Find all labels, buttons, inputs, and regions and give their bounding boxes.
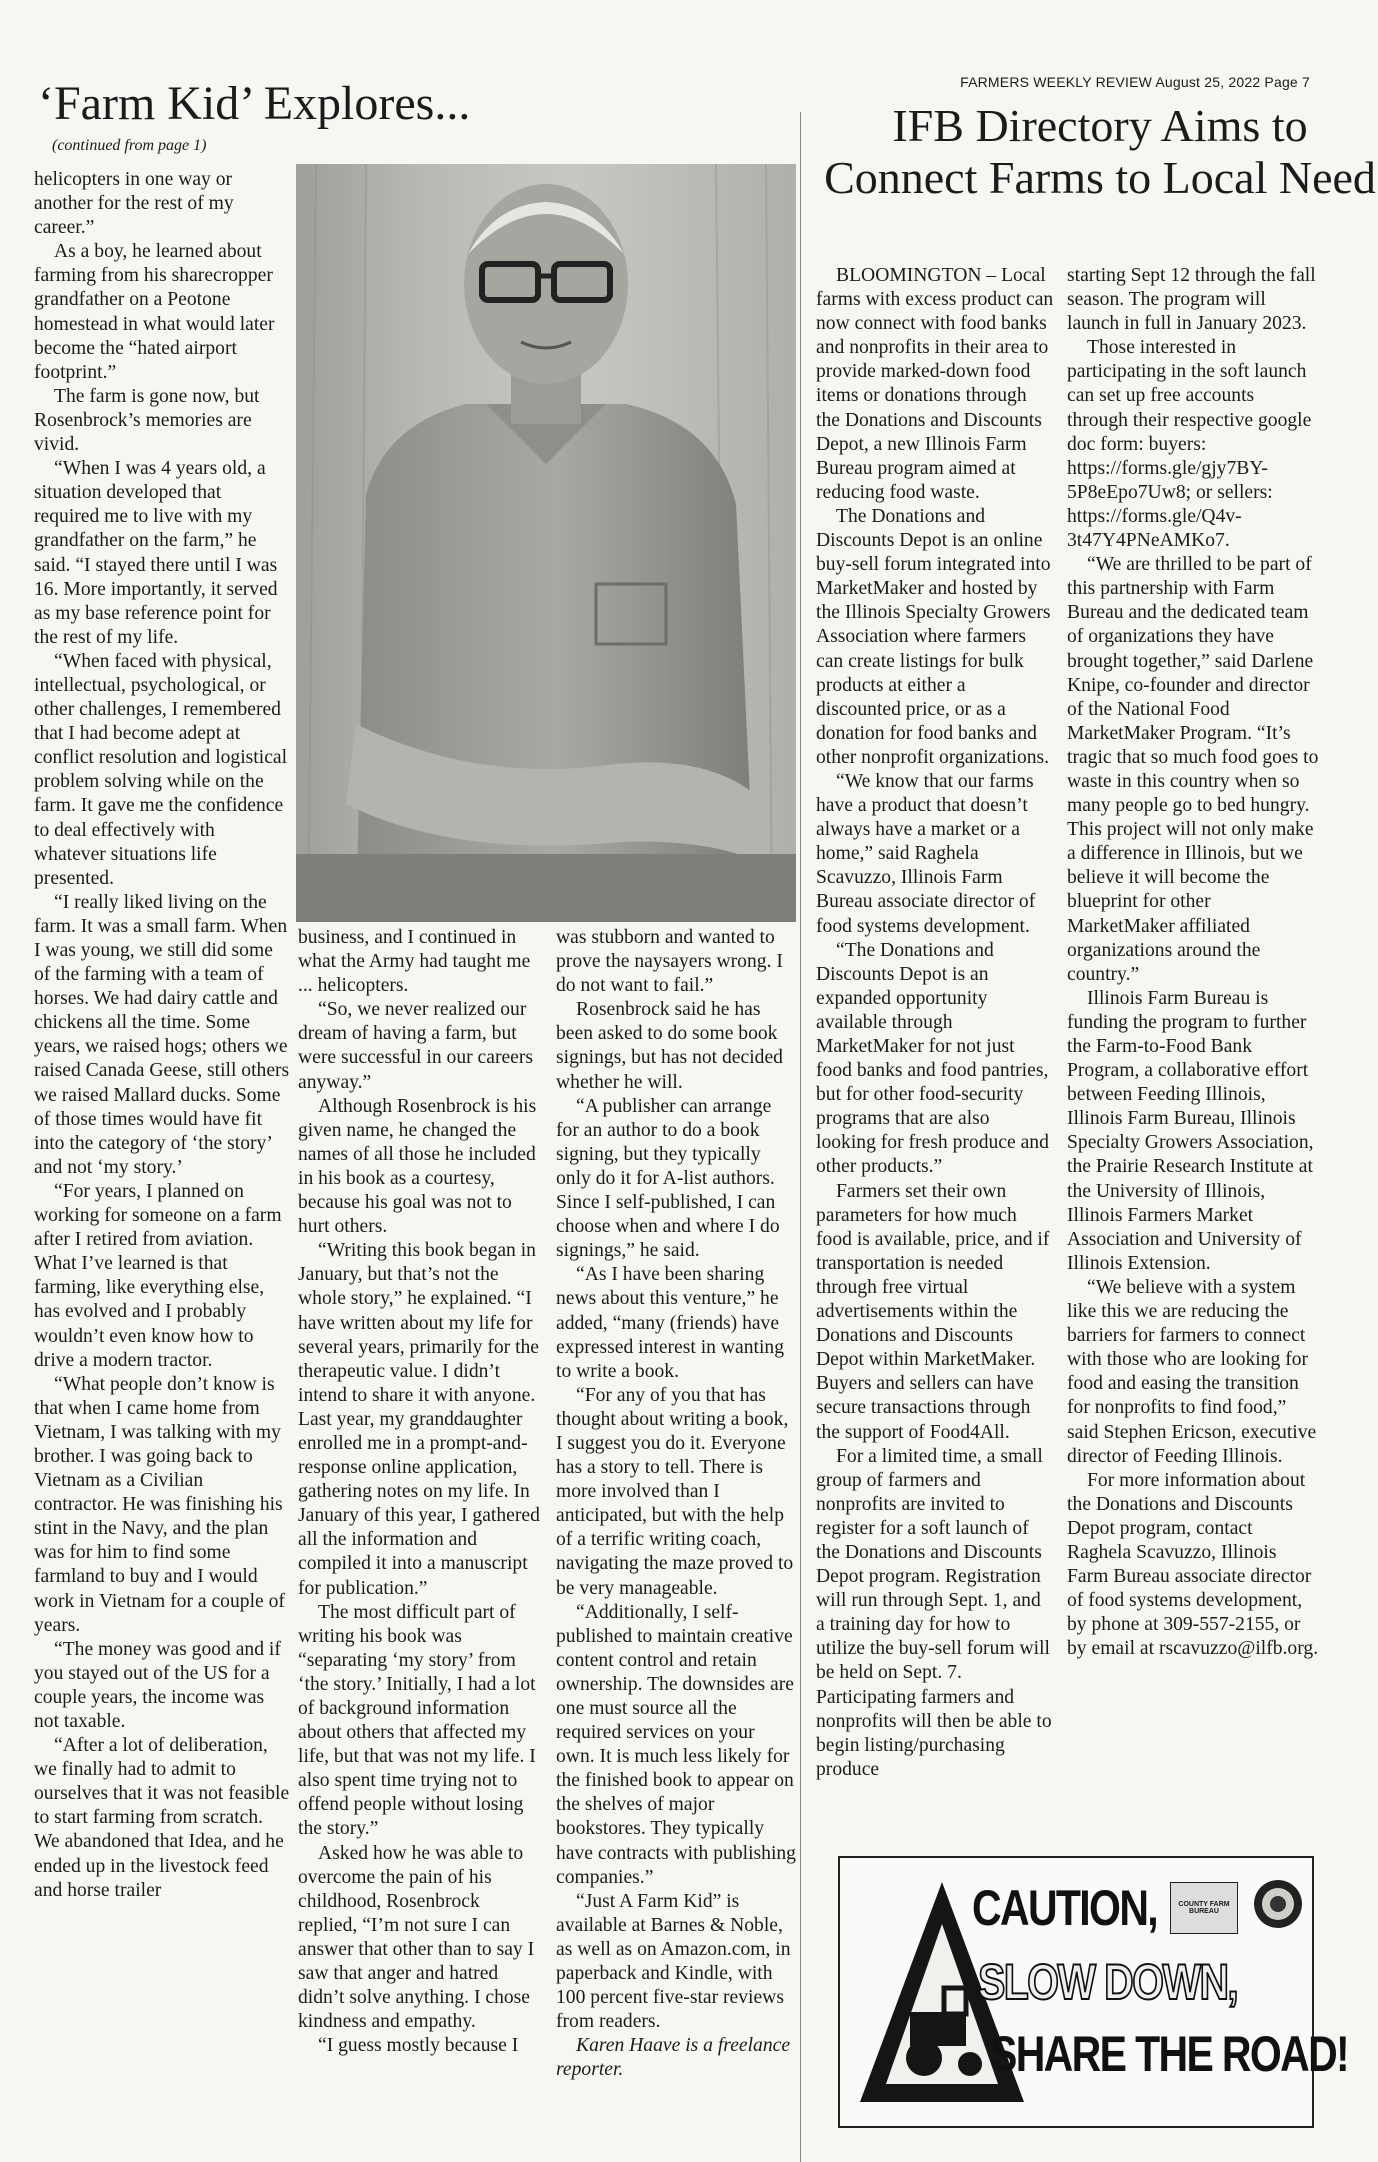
paragraph: Those interested in participating in the soft launch can set up free accounts through their respective google doc form: buyers: https://forms.gle/gjy7BY-5P8eEpo7Uw8; or sellers: https://forms.gle/Q4v-3t47Y4PNeAMKo7. xyxy=(1067,337,1312,552)
paragraph: For a limited time, a small group of farmers and nonprofits are invited to register for a soft launch of the Donations and Discounts Depot program. Registration will run through Sept. 1, and a training day for how to utilize the buy-sell forum will be held on Sept. 7. Participating farmers and nonprofits will then be able to begin listing/purchasing produce xyxy=(816,1445,1052,1780)
paragraph: “I really liked living on the farm. It was a small farm. When I was young, we still did some of the farming with a team of horses. We had dairy cattle and chickens all the time. Some years, we raised hogs; others we raised Canada Geese, still others we raised Mallard ducks. Some of those times would have fit into the category of ‘the story’ and not ‘my story.’ xyxy=(34,891,290,1178)
paragraph: “The money was good and if you stayed out of the US for a couple years, the income was not taxable. xyxy=(34,1638,281,1732)
left-article-column-3 xyxy=(556,926,798,2083)
county-farm-bureau-logo xyxy=(1170,1882,1238,1934)
author-credit: Karen Haave is a freelance reporter. xyxy=(556,2035,791,2081)
paragraph: “As I have been sharing news about this venture,” he added, “many (friends) have expressed interest in wanting to write a book. xyxy=(556,1264,784,1382)
right-article-column-2 xyxy=(1067,264,1319,1661)
paragraph: “A publisher can arrange for an author to do a book signing, but they typically only do it for A-list authors. Since I self-published, I can choose when and where I do signings,” he said. xyxy=(556,1095,780,1262)
paragraph: was stubborn and wanted to prove the naysayers wrong. I do not want to fail.” xyxy=(556,927,783,997)
paragraph: BLOOMINGTON – Local farms with excess product can now connect with food banks and nonprofits in their area to provide marked-down food items or donations through the Donations and Discounts Depot, a new Illinois Farm Bureau program aimed at reducing food waste. xyxy=(816,265,1054,503)
paragraph: Asked how he was able to overcome the pain of his childhood, Rosenbrock replied, “I’m not sure I can answer that other than to say I saw that anger and hatred didn’t solve anything. I chose kindness and empathy. xyxy=(298,1842,535,2033)
logo-text: COUNTY FARM BUREAU xyxy=(1178,1901,1230,1915)
paragraph: “Just A Farm Kid” is available at Barnes & Noble, as well as on Amazon.com, in paperback and Kindle, with 100 percent five-star reviews from readers. xyxy=(556,1890,791,2033)
paragraph: business, and I continued in what the Army had taught me ... helicopters. xyxy=(298,927,531,997)
paragraph: Farmers set their own parameters for how much food is available, price, and if transportation is needed through free virtual advertisements within the Donations and Discounts Depot within MarketMaker. Buyers and sellers can have secure transactions through the support of Food4All. xyxy=(816,1180,1050,1443)
share-the-road-ad xyxy=(838,1856,1349,2128)
paragraph: starting Sept 12 through the fall season. The program will launch in full in January 2023. xyxy=(1067,265,1316,335)
paragraph: “We know that our farms have a product that doesn’t always have a market or a home,” said Raghela Scavuzzo, Illinois Farm Bureau associate director of food systems development. xyxy=(816,770,1036,937)
paragraph: “When I was 4 years old, a situation developed that required me to live with my grandfather on the farm,” he said. “I stayed there until I was 16. More importantly, it served as my base reference point for the rest of my life. xyxy=(34,458,278,648)
ad-caution-line: CAUTION, xyxy=(972,1880,1158,1936)
paragraph: “We are thrilled to be part of this partnership with Farm Bureau and the dedicated team of organizations they have brought together,” said Darlene Knipe, co-founder and director of the National Food MarketMaker Program. “It’s tragic that so much food goes to waste in this country when so many people go to bed hungry. This project will not only make a difference in Illinois, but we believe it will become the blueprint for other MarketMaker affiliated organizations around the country.” xyxy=(1067,554,1319,985)
paragraph: “When faced with physical, intellectual, psychological, or other challenges, I remembered that I had become adept at conflict resolution and logistical problem solving while on the farm. It gave me the confidence to deal effectively with whatever situations life presented. xyxy=(34,650,288,889)
paragraph: “Additionally, I self-published to maintain creative content control and retain ownership. The downsides are one must source all the required services on your own. It is much less likely for the finished book to appear on the shelves of major bookstores. They typically have contracts with publishing companies.” xyxy=(556,1601,796,1888)
paragraph: “So, we never realized our dream of having a farm, but were successful in our careers anyway.” xyxy=(298,999,534,1093)
paragraph: The most difficult part of writing his book was “separating ‘my story’ from ‘the story.’ Initially, I had a lot of background information about others that affected my life, but that was not my life. I also spent time trying not to offend people without losing the story.” xyxy=(298,1601,536,1840)
left-article-column-1 xyxy=(34,168,290,1903)
publication-header: FARMERS WEEKLY REVIEW August 25, 2022 Page 7 xyxy=(960,74,1310,90)
paragraph: “Writing this book began in January, but that’s not the whole story,” he explained. “I have written about my life for several years, primarily for the therapeutic value. I didn’t intend to share it with anyone. Last year, my granddaughter enrolled me in a prompt-and-response online application, gathering notes on my life. In January of this year, I gathered all the information and compiled it into a manuscript for publication.” xyxy=(298,1240,540,1599)
paragraph: Although Rosenbrock is his given name, he changed the names of all those he included in his book as a courtesy, because his goal was not to hurt others. xyxy=(298,1095,537,1238)
paragraph: “I guess mostly because I xyxy=(318,2035,519,2057)
paragraph: “After a lot of deliberation, we finally had to admit to ourselves that it was not feasible to start farming from scratch. We abandoned that Idea, and he ended up in the livestock feed and horse trailer xyxy=(34,1735,290,1901)
author-portrait-illustration xyxy=(296,164,796,922)
county-seal-icon xyxy=(1252,1878,1304,1930)
paragraph: “For any of you that has thought about writing a book, I suggest you do it. Everyone has a story to tell. There is more involved than I anticipated, but with the help of a terrific writing coach, navigating the maze proved to be very manageable. xyxy=(556,1384,794,1599)
paragraph: “For years, I planned on working for someone on a farm after I retired from aviation. What I’ve learned is that farming, like everything else, has evolved and I probably wouldn’t even know how to drive a modern tractor. xyxy=(34,1180,282,1371)
paragraph: Rosenbrock said he has been asked to do some book signings, but has not decided whether he will. xyxy=(556,999,783,1093)
ad-slow-down-line: SLOW DOWN, xyxy=(978,1954,1238,2010)
right-article-column-1 xyxy=(816,264,1054,1782)
paragraph: “The Donations and Discounts Depot is an expanded opportunity available through MarketMaker for not just food banks and food pantries, but for other food-security programs that are also looking for fresh produce and other products.” xyxy=(816,939,1049,1178)
paragraph: As a boy, he learned about farming from his sharecropper grandfather on a Peotone homestead in what would later become the “hated airport footprint.” xyxy=(34,241,275,383)
continued-note: (continued from page 1) xyxy=(52,137,207,154)
paragraph: “What people don’t know is that when I came home from Vietnam, I was talking with my brother. I was going back to Vietnam as a Civilian contractor. He was finishing his stint in the Navy, and the plan was for him to find some farmland to buy and I would work in Vietnam for a couple of years. xyxy=(34,1373,285,1636)
paragraph: “We believe with a system like this we are reducing the barriers for farmers to connect with those who are looking for food and easing the transition for nonprofits to find food,” said Stephen Ericson, executive director of Feeding Illinois. xyxy=(1067,1276,1317,1467)
author-photo xyxy=(296,164,796,922)
right-article-title: IFB Directory Aims to Connect Farms to Local Need xyxy=(824,100,1376,203)
paragraph: Illinois Farm Bureau is funding the program to further the Farm-to-Food Bank Program, a collaborative effort between Feeding Illinois, Illinois Farm Bureau, Illinois Specialty Growers Association, the Prairie Research Institute at the University of Illinois, Illinois Farmers Market Association and University of Illinois Extension. xyxy=(1067,987,1314,1274)
paragraph: The farm is gone now, but Rosenbrock’s memories are vivid. xyxy=(34,385,260,456)
left-article-title: ‘Farm Kid’ Explores... xyxy=(38,77,471,130)
paragraph: For more information about the Donations and Discounts Depot program, contact Raghela Scavuzzo, Illinois Farm Bureau associate director of food systems development, by phone at 309-557-2155, or by email at rscavuzzo@ilfb.org. xyxy=(1067,1469,1319,1660)
ad-share-road-line: SHARE THE ROAD! xyxy=(990,2026,1349,2082)
paragraph: helicopters in one way or another for the rest of my career.” xyxy=(34,169,234,239)
paragraph: The Donations and Discounts Depot is an online buy-sell forum integrated into MarketMaker and hosted by the Illinois Specialty Growers Association where farmers can create listings for bulk products at either a discounted price, or as a donation for food banks and other nonprofit organizations. xyxy=(816,505,1051,768)
column-divider xyxy=(800,112,801,2162)
left-article-column-2 xyxy=(298,926,543,2058)
